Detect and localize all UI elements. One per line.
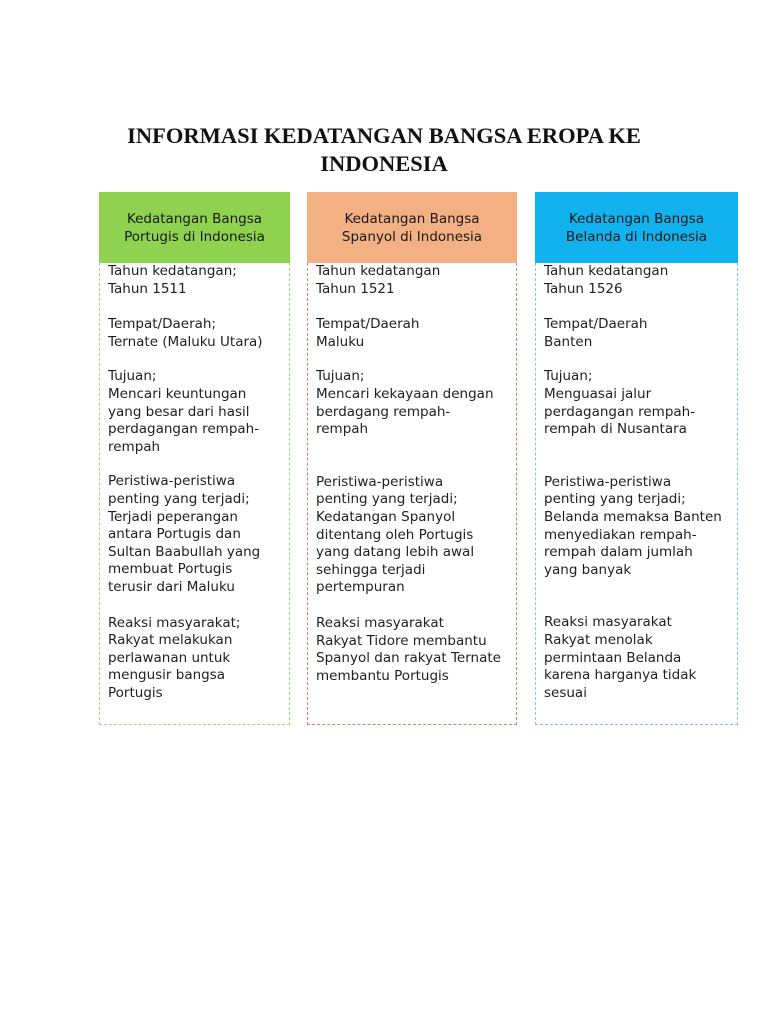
- text-line: Mencari keuntungan: [108, 385, 247, 402]
- text-line: Reaksi masyarakat: [544, 614, 672, 631]
- text-line: Portugis: [108, 684, 163, 701]
- section-reaksi: [316, 615, 510, 685]
- text-line: antara Portugis dan: [108, 526, 241, 543]
- text-line: menyediakan rempah-: [544, 526, 697, 543]
- text-line: penting yang terjadi;: [316, 491, 458, 508]
- text-line: penting yang terjadi;: [544, 491, 686, 508]
- text-line: Tempat/Daerah: [316, 316, 420, 333]
- column-header-belanda: [535, 192, 738, 263]
- text-line: Rakyat melakukan: [108, 632, 233, 649]
- header-line: Kedatangan Bangsa: [126, 210, 263, 227]
- text-line: Tujuan;: [544, 368, 593, 385]
- text-line: Tahun 1521: [316, 280, 395, 297]
- section-peristiwa: [108, 473, 283, 596]
- text-line: Tahun kedatangan;: [108, 263, 237, 279]
- text-line: Menguasai jalur: [544, 385, 652, 402]
- section-peristiwa: [316, 474, 510, 597]
- text-line: Peristiwa-peristiwa: [316, 473, 444, 490]
- header-line: Belanda di Indonesia: [565, 228, 708, 245]
- title-line-1: INFORMASI KEDATANGAN BANGSA EROPA KE: [127, 123, 641, 148]
- column-belanda: [535, 192, 738, 725]
- section-reaksi: [544, 614, 731, 702]
- header-line: Kedatangan Bangsa: [568, 210, 705, 227]
- column-portugis: [99, 192, 290, 725]
- text-line: perdagangan rempah-: [544, 403, 696, 420]
- column-body-spanyol: [307, 263, 517, 725]
- text-line: Tujuan;: [316, 368, 365, 385]
- section-tempat: [316, 316, 510, 351]
- text-line: karena harganya tidak: [544, 667, 697, 684]
- text-line: Kedatangan Spanyol: [316, 508, 456, 525]
- page-title: [80, 122, 688, 178]
- text-line: Maluku: [316, 333, 365, 350]
- text-line: terusir dari Maluku: [108, 578, 235, 595]
- text-line: Tempat/Daerah: [544, 316, 648, 333]
- section-tempat: [544, 316, 731, 351]
- column-header-spanyol: [307, 192, 517, 263]
- text-line: Spanyol dan rakyat Ternate: [316, 650, 501, 667]
- text-line: perdagangan rempah-: [108, 421, 260, 438]
- column-spanyol: [307, 192, 517, 725]
- text-line: Mencari kekayaan dengan: [316, 385, 494, 402]
- text-line: rempah di Nusantara: [544, 421, 687, 438]
- section-tujuan: [108, 368, 283, 456]
- column-header-portugis: [99, 192, 290, 263]
- text-line: Tahun kedatangan: [316, 263, 441, 279]
- text-line: permintaan Belanda: [544, 649, 682, 666]
- title-line-2: INDONESIA: [320, 151, 448, 176]
- header-line: Kedatangan Bangsa: [344, 210, 480, 227]
- text-line: Belanda memaksa Banten: [544, 508, 722, 525]
- section-tempat: [108, 316, 283, 351]
- text-line: yang datang lebih awal: [316, 544, 475, 561]
- text-line: yang banyak: [544, 561, 632, 578]
- text-line: Rakyat Tidore membantu: [316, 632, 487, 649]
- text-line: Terjadi peperangan: [108, 508, 238, 525]
- text-line: Tempat/Daerah;: [108, 316, 216, 333]
- text-line: membantu Portugis: [316, 667, 449, 684]
- text-line: membuat Portugis: [108, 561, 233, 578]
- section-tahun: [316, 263, 510, 298]
- text-line: ditentang oleh Portugis: [316, 526, 474, 543]
- section-reaksi: [108, 615, 283, 703]
- header-line: Portugis di Indonesia: [124, 228, 265, 245]
- text-line: Reaksi masyarakat: [316, 614, 444, 631]
- text-line: Peristiwa-peristiwa: [108, 473, 236, 490]
- text-line: Tahun 1526: [544, 280, 623, 297]
- text-line: Tahun 1511: [108, 280, 187, 297]
- text-line: Banten: [544, 333, 593, 350]
- text-line: sehingga terjadi: [316, 561, 426, 578]
- text-line: berdagang rempah-: [316, 403, 451, 420]
- text-line: yang besar dari hasil: [108, 403, 250, 420]
- text-line: pertempuran: [316, 579, 405, 596]
- section-tujuan: [316, 368, 510, 438]
- text-line: sesuai: [544, 684, 587, 701]
- text-line: Peristiwa-peristiwa: [544, 473, 672, 490]
- section-peristiwa: [544, 474, 731, 580]
- section-tahun: [108, 263, 283, 298]
- text-line: Sultan Baabullah yang: [108, 543, 261, 560]
- text-line: rempah: [316, 421, 369, 438]
- text-line: mengusir bangsa: [108, 667, 226, 684]
- text-line: perlawanan untuk: [108, 649, 231, 666]
- text-line: rempah: [108, 438, 161, 455]
- text-line: penting yang terjadi;: [108, 490, 250, 507]
- text-line: rempah dalam jumlah: [544, 544, 693, 561]
- section-tahun: [544, 263, 731, 298]
- column-body-belanda: [535, 263, 738, 725]
- header-line: Spanyol di Indonesia: [341, 228, 483, 245]
- text-line: Rakyat menolak: [544, 631, 653, 648]
- text-line: Ternate (Maluku Utara): [108, 333, 263, 350]
- text-line: Reaksi masyarakat;: [108, 614, 241, 631]
- text-line: Tujuan;: [108, 368, 157, 385]
- section-tujuan: [544, 368, 731, 438]
- column-body-portugis: [99, 263, 290, 725]
- text-line: Tahun kedatangan: [544, 263, 669, 279]
